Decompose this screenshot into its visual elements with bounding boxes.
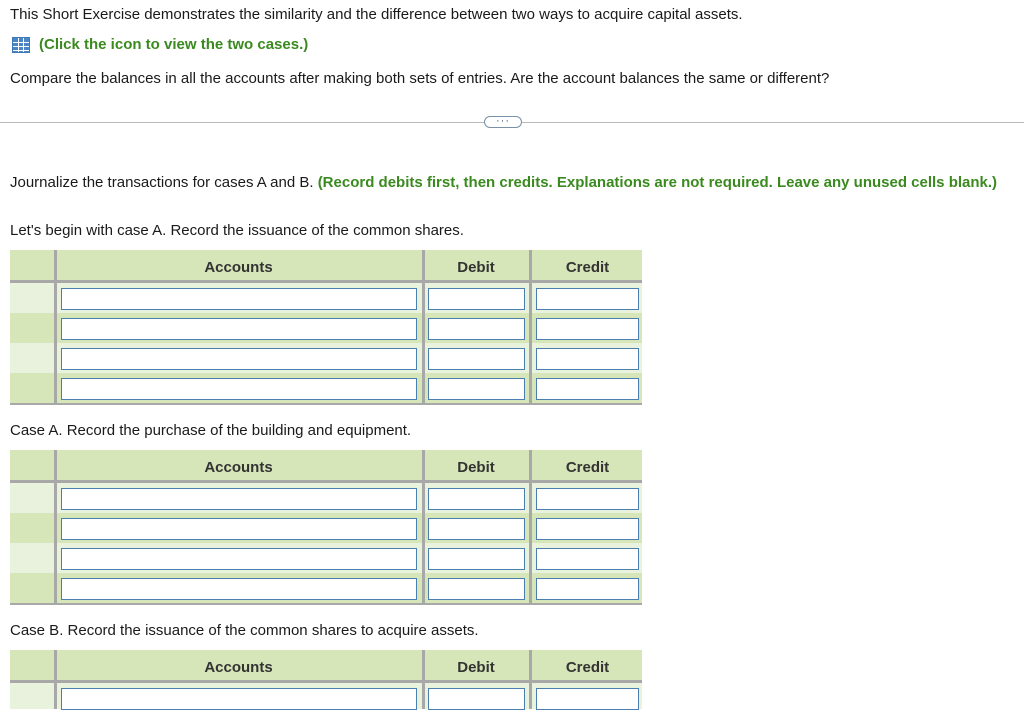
debit-input[interactable]	[428, 578, 525, 600]
debit-header: Debit	[457, 659, 495, 676]
account-input[interactable]	[61, 488, 417, 510]
journal-row	[10, 483, 642, 513]
account-input[interactable]	[61, 578, 417, 600]
debit-input[interactable]	[428, 688, 525, 710]
credit-input[interactable]	[536, 288, 639, 310]
account-input[interactable]	[61, 548, 417, 570]
credit-input[interactable]	[536, 488, 639, 510]
compare-text: Compare the balances in all the accounts after making both sets of entries. Are the account balances the same or different?	[10, 70, 830, 87]
account-input[interactable]	[61, 318, 417, 340]
accounts-header: Accounts	[204, 659, 273, 676]
debit-input[interactable]	[428, 348, 525, 370]
account-input[interactable]	[61, 378, 417, 400]
instructions-lead: Journalize the transactions for cases A and B.	[10, 174, 314, 191]
case-a-issuance-prompt: Let's begin with case A. Record the issuance of the common shares.	[10, 222, 464, 239]
view-cases-label[interactable]: (Click the icon to view the two cases.)	[39, 36, 309, 53]
accounts-header: Accounts	[204, 259, 273, 276]
instructions-text	[10, 173, 1000, 192]
credit-input[interactable]	[536, 578, 639, 600]
debit-input[interactable]	[428, 318, 525, 340]
credit-header: Credit	[565, 659, 610, 676]
debit-input[interactable]	[428, 518, 525, 540]
account-input[interactable]	[61, 348, 417, 370]
journal-row	[10, 573, 642, 603]
journal-row	[10, 683, 642, 709]
debit-input[interactable]	[428, 488, 525, 510]
credit-header: Credit	[565, 259, 610, 276]
table-header	[10, 450, 642, 483]
account-input[interactable]	[61, 518, 417, 540]
journal-row	[10, 543, 642, 573]
journal-row	[10, 373, 642, 403]
credit-input[interactable]	[536, 688, 639, 710]
account-input[interactable]	[61, 688, 417, 710]
credit-input[interactable]	[536, 548, 639, 570]
journal-table-case-a-purchase	[10, 450, 642, 605]
table-header	[10, 650, 642, 683]
journal-table-case-b-issuance	[10, 650, 642, 709]
table-icon[interactable]	[12, 37, 30, 53]
journal-row	[10, 513, 642, 543]
view-cases-link[interactable]	[12, 36, 308, 53]
debit-input[interactable]	[428, 288, 525, 310]
accounts-header: Accounts	[204, 459, 273, 476]
credit-input[interactable]	[536, 378, 639, 400]
credit-input[interactable]	[536, 348, 639, 370]
debit-header: Debit	[457, 259, 495, 276]
table-header	[10, 250, 642, 283]
journal-row	[10, 313, 642, 343]
debit-input[interactable]	[428, 378, 525, 400]
expand-more-button[interactable]: ···	[484, 116, 522, 128]
journal-row	[10, 343, 642, 373]
intro-text: This Short Exercise demonstrates the similarity and the difference between two ways to acquire capital assets.	[10, 6, 743, 23]
case-a-purchase-prompt: Case A. Record the purchase of the building and equipment.	[10, 422, 412, 439]
instructions-note: (Record debits first, then credits. Explanations are not required. Leave any unused cells blank.)	[317, 174, 998, 191]
journal-table-case-a-issuance	[10, 250, 642, 405]
credit-input[interactable]	[536, 518, 639, 540]
credit-input[interactable]	[536, 318, 639, 340]
account-input[interactable]	[61, 288, 417, 310]
debit-header: Debit	[457, 459, 495, 476]
debit-input[interactable]	[428, 548, 525, 570]
journal-row	[10, 283, 642, 313]
credit-header: Credit	[565, 459, 610, 476]
case-b-issuance-prompt: Case B. Record the issuance of the common shares to acquire assets.	[10, 622, 479, 639]
